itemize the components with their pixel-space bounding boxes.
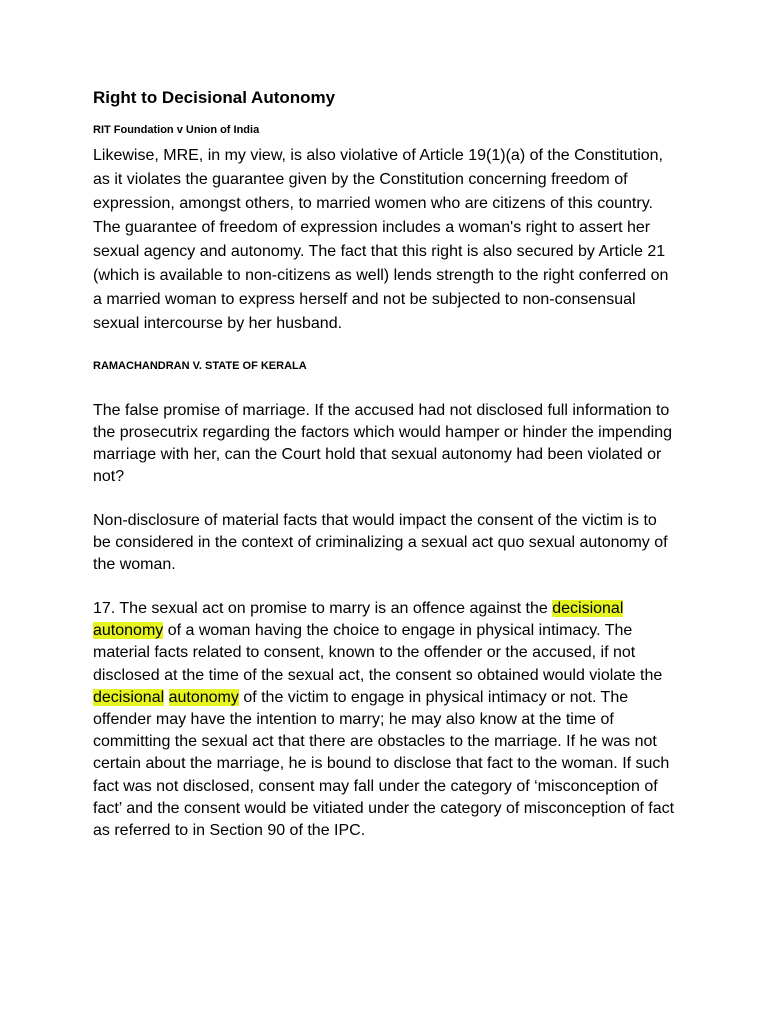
- highlight-decisional: decisional: [552, 600, 624, 617]
- paragraph-17-text-3: of the victim to engage in physical intimacy or not. The offender may have the intention to marry; he may also know at the time of committing the sexual act that there are obstacles to the marriage. If he was not certain about the marriage, he is bound to disclose that fact to the woman. If such fact was not disclosed, consent may fall under the category of ‘misconception of fact’ and the consent would be vitiated under the category of misconception of fact as referred to in Section 90 of the IPC.: [93, 688, 675, 840]
- non-disclosure-paragraph: Non-disclosure of material facts that would impact the consent of the victim is to be considered in the context of criminalizing a sexual act quo sexual autonomy of the woman.: [93, 512, 668, 573]
- paragraph-17: [93, 598, 675, 842]
- highlight-decisional: decisional: [93, 688, 165, 706]
- rit-foundation-paragraph: Likewise, MRE, in my view, is also violative of Article 19(1)(a) of the Constitution, as it violates the guarantee given by the Constitution concerning freedom of expression, amongst others, to married women who are citizens of this country. The guarantee of freedom of expression includes a woman's right to assert her sexual agency and autonomy. The fact that this right is also secured by Article 21 (which is available to non-citizens as well) lends strength to the right conferred on a married woman to express herself and not be subjected to non-consensual sexual intercourse by her husband.: [93, 147, 669, 332]
- highlight-autonomy: autonomy: [168, 688, 239, 706]
- document-page: [93, 86, 675, 842]
- false-promise-paragraph: The false promise of marriage. If the accused had not disclosed full information to the prosecutrix regarding the factors which would hamper or hinder the impending marriage with her, can the Court hold that sexual autonomy had been violated or not?: [93, 402, 672, 485]
- paragraph-17-text-1: 17. The sexual act on promise to marry is an offence against the: [93, 600, 553, 617]
- highlight-autonomy: autonomy: [93, 622, 164, 640]
- case-heading-ramachandran: RAMACHANDRAN V. STATE OF KERALA: [93, 360, 307, 372]
- paragraph-17-text-2: of a woman having the choice to engage in physical intimacy. The material facts related to consent, known to the offender or the accused, if not disclosed at the time of the sexual act, the consent so obtained would violate the: [93, 622, 663, 684]
- document-title: Right to Decisional Autonomy: [93, 88, 336, 107]
- case-heading-rit-foundation: RIT Foundation v Union of India: [93, 124, 260, 136]
